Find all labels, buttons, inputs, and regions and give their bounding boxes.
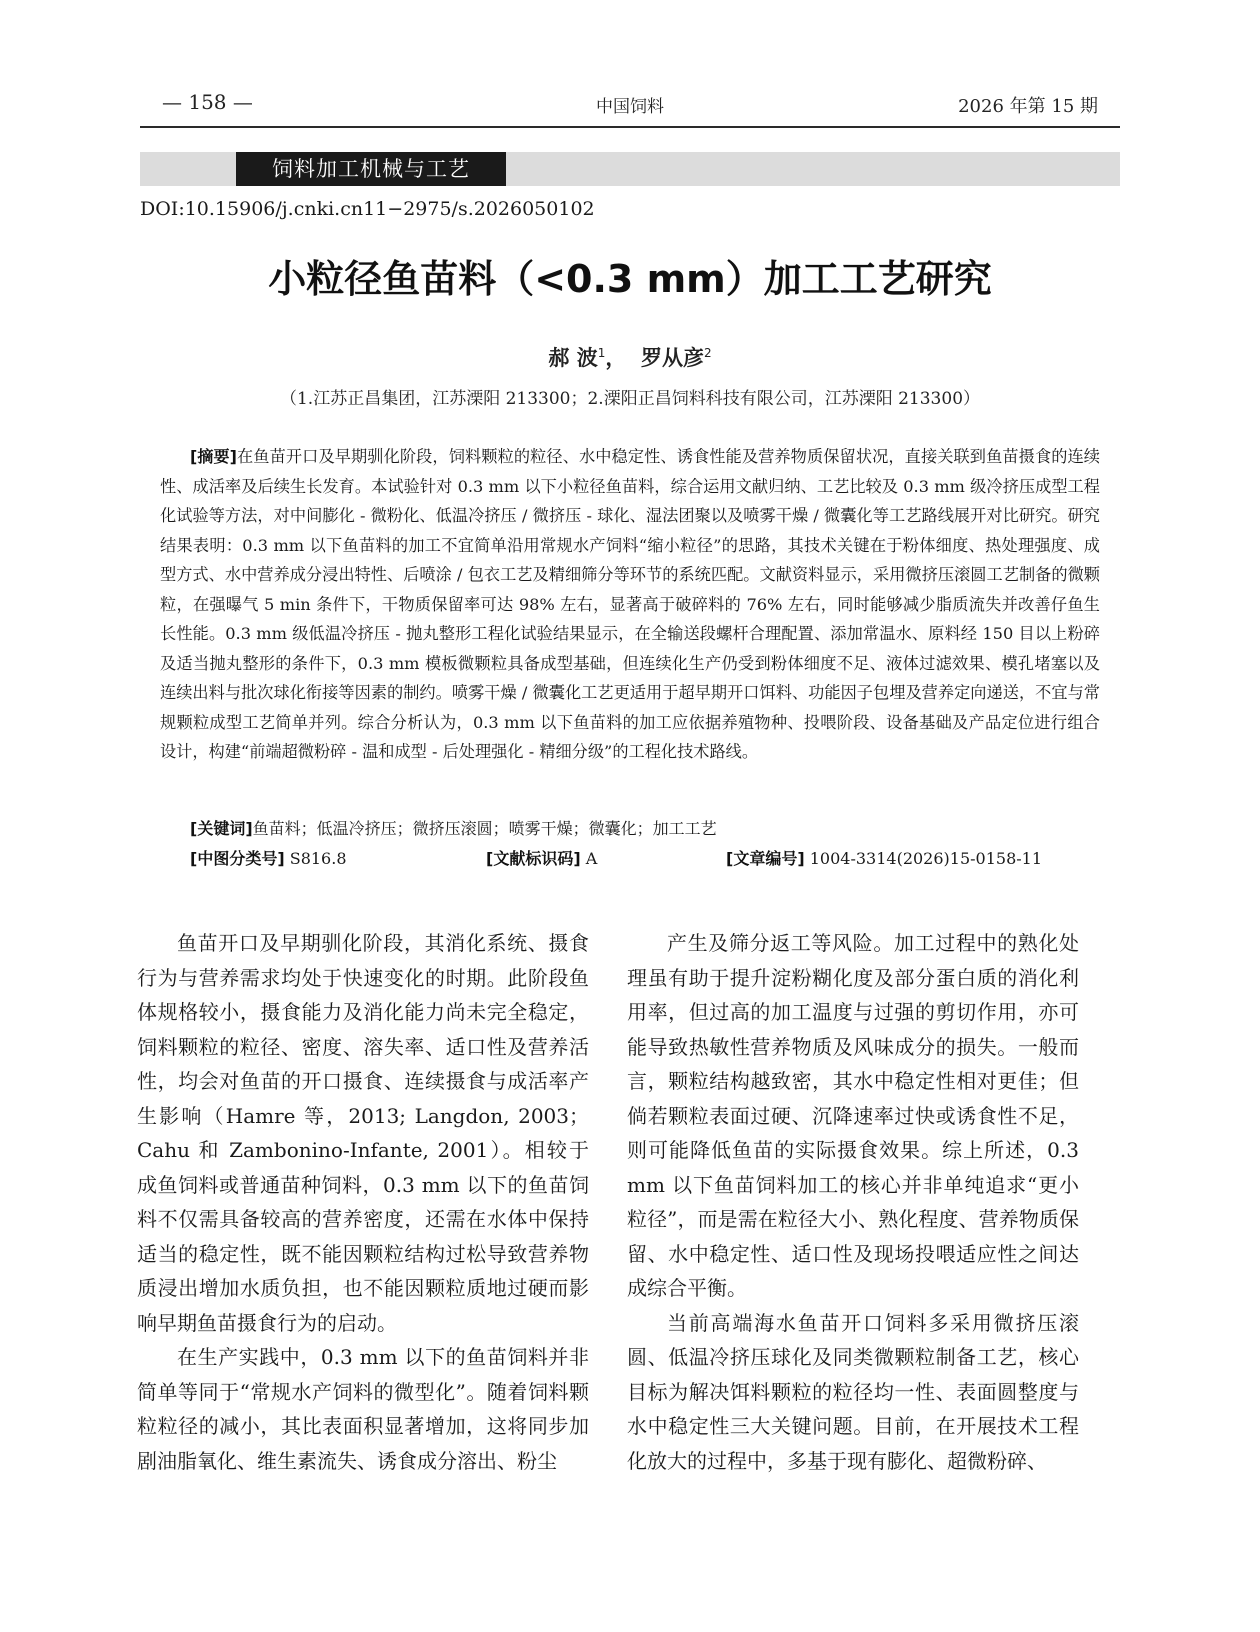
authors — [140, 342, 1120, 372]
column-banner — [140, 152, 1120, 186]
page-number: — 158 — — [162, 90, 253, 114]
keywords-text: 鱼苗料；低温冷挤压；微挤压滚圆；喷雾干燥；微囊化；加工工艺 — [252, 819, 717, 838]
abstract-label: [摘要] — [190, 447, 237, 466]
body-paragraph: 当前高端海水鱼苗开口饲料多采用微挤压滚圆、低温冷挤压球化及同类微颗粒制备工艺，核心目标为解决饵料颗粒的粒径均一性、表面圆整度与水中稳定性三大关键问题。目前，在开展技术工程化放大的过程中，多基于现有膨化、超微粉碎、 — [627, 1310, 1079, 1473]
author-affil-mark: 2 — [703, 346, 712, 360]
article-no-label: [文章编号] — [726, 849, 805, 868]
paper-title: 小粒径鱼苗料（<0.3 mm）加工工艺研究 — [268, 257, 992, 301]
author-name: 郝 波 — [548, 346, 598, 370]
journal-name: 中国饲料 — [596, 97, 664, 117]
abstract-text: 在鱼苗开口及早期驯化阶段，饲料颗粒的粒径、水中稳定性、诱食性能及营养物质保留状况，直接关联到鱼苗摄食的连续性、成活率及后续生长发育。本试验针对 0.3 mm 以下小粒径鱼苗料，综合运用文献归纳、工艺比较及 0.3 mm 级冷挤压成型工程化试验等方法，对中间膨化 - 微粉化、低温冷挤压 / 微挤压 - 球化、湿法团聚以及喷雾干燥 / 微囊化等工艺路线展开对比研究。研究结果表明：0.3 mm 以下鱼苗料的加工不宜简单沿用常规水产饲料“缩小粒径”的思路，其技术关键在于粉体细度、热处理强度、成型方式、水中营养成分浸出特性、后喷涂 / 包衣工艺及精细筛分等环节的系统匹配。文献资料显示，采用微挤压滚圆工艺制备的微颗粒，在强曝气 5 min 条件下，干物质保留率可达 98% 左右，显著高于破碎料的 76% 左右，同时能够减少脂质流失并改善仔鱼生长性能。0.3 mm 级低温冷挤压 - 抛丸整形工程化试验结果显示，在全输送段螺杆合理配置、添加常温水、原料经 150 目以上粉碎及适当抛丸整形的条件下，0.3 mm 模板微颗粒具备成型基础，但连续化生产仍受到粉体细度不足、液体过滤效果、模孔堵塞以及连续出料与批次球化衔接等因素的制约。喷雾干燥 / 微囊化工艺更适用于超早期开口饵料、功能因子包埋及营养定向递送，不宜与常规颗粒成型工艺简单并列。综合分析认为，0.3 mm 以下鱼苗料的加工应依据养殖物种、投喂阶段、设备基础及产品定位进行组合设计，构建“前端超微粉碎 - 温和成型 - 后处理强化 - 精细分级”的工程化技术路线。 — [160, 447, 1100, 761]
body-paragraph: 在生产实践中，0.3 mm 以下的鱼苗饲料并非简单等同于“常规水产饲料的微型化”。随着饲料颗粒粒径的减小，其比表面积显著增加，这将同步加剧油脂氧化、维生素流失、诱食成分溶出、粉尘 — [137, 1345, 589, 1473]
doi: DOI:10.15906/j.cnki.cn11−2975/s.2026050102 — [140, 198, 595, 220]
classification-row — [190, 846, 1090, 876]
author-affil-mark: 1 — [597, 346, 606, 360]
body-paragraph: 鱼苗开口及早期驯化阶段，其消化系统、摄食行为与营养需求均处于快速变化的时期。此阶段鱼体规格较小，摄食能力及消化能力尚未完全稳定，饲料颗粒的粒径、密度、溶失率、适口性及营养活性，均会对鱼苗的开口摄食、连续摄食与成活率产生影响（Hamre 等，2013; Langdon, 2003；Cahu 和 Zambonino-Infante, 2001）。相较于成鱼饲料或普通苗种饲料，0.3 mm 以下的鱼苗饲料不仅需具备较高的营养密度，还需在水体中保持适当的稳定性，既不能因颗粒结构过松导致营养物质浸出增加水质负担，也不能因颗粒质地过硬而影响早期鱼苗摄食行为的启动。 — [137, 931, 589, 1335]
body-column-left — [137, 926, 589, 1478]
keywords — [190, 816, 1090, 839]
abstract — [160, 442, 1100, 767]
running-header — [140, 86, 1120, 128]
article-no-value: 1004-3314(2026)15-0158-11 — [809, 849, 1043, 868]
clc-label: [中图分类号] — [190, 849, 285, 868]
column-label: 饲料加工机械与工艺 — [236, 152, 506, 186]
doc-code-label: [文献标识码] — [486, 849, 581, 868]
author-separator: ， — [605, 346, 627, 370]
issue-info: 2026 年第 15 期 — [958, 96, 1098, 117]
clc-value: S816.8 — [289, 849, 347, 868]
keywords-label: [关键词] — [190, 819, 253, 838]
doc-code-value: A — [585, 849, 598, 868]
body-column-right — [627, 926, 1079, 1478]
body-paragraph: 产生及筛分返工等风险。加工过程中的熟化处理虽有助于提升淀粉糊化度及部分蛋白质的消化利用率，但过高的加工温度与过强的剪切作用，亦可能导致热敏性营养物质及风味成分的损失。一般而言，颗粒结构越致密，其水中稳定性相对更佳；但倘若颗粒表面过硬、沉降速率过快或诱食性不足，则可能降低鱼苗的实际摄食效果。综上所述，0.3 mm 以下鱼苗饲料加工的核心并非单纯追求“更小粒径”，而是需在粒径大小、熟化程度、营养物质保留、水中稳定性、适口性及现场投喂适应性之间达成综合平衡。 — [627, 931, 1079, 1300]
affiliations: （1.江苏正昌集团，江苏溧阳 213300；2.溧阳正昌饲料科技有限公司，江苏溧阳 213300） — [279, 389, 981, 409]
author-name: 罗从彦 — [640, 346, 704, 370]
